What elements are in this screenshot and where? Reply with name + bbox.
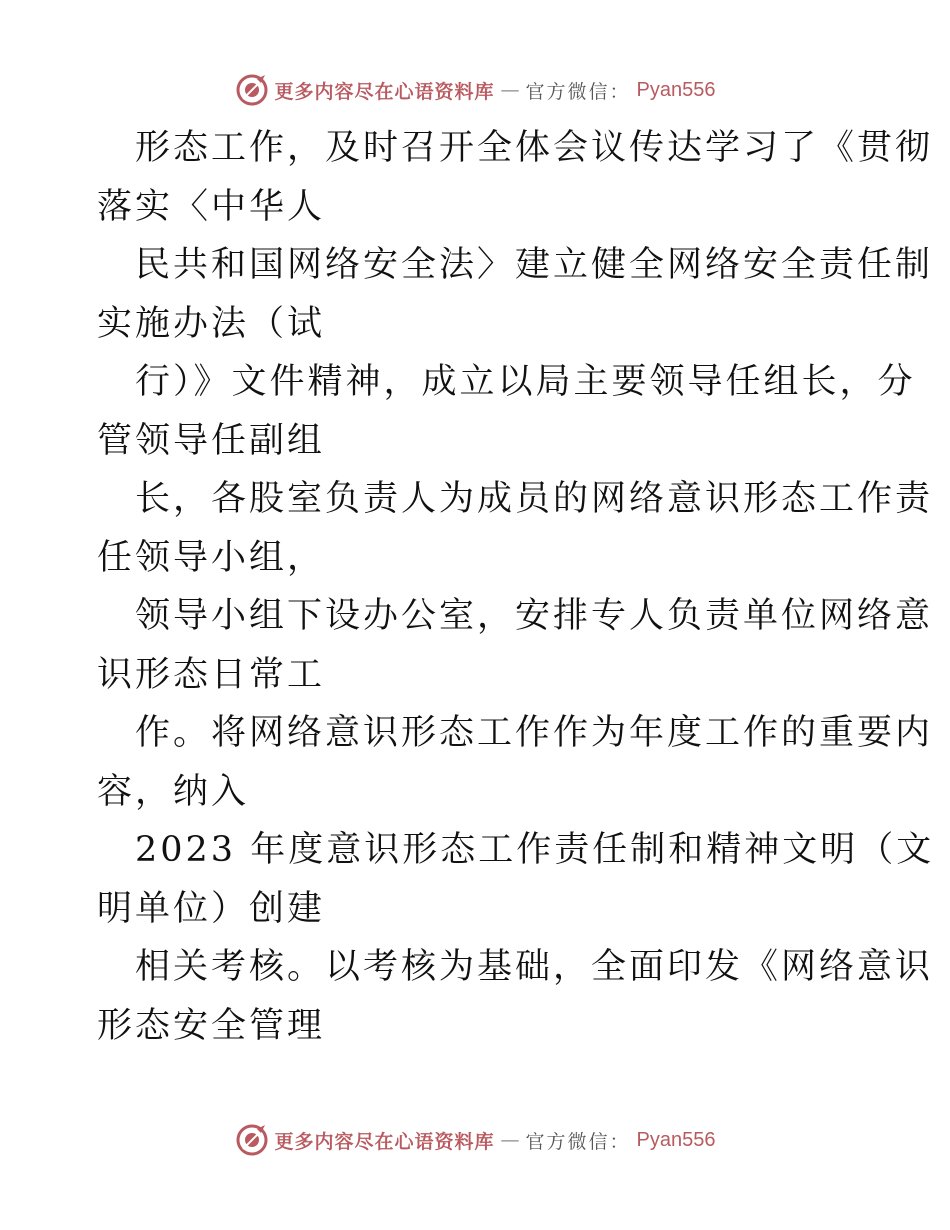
text-line: 落实〈中华人: [97, 186, 326, 227]
text-line: 容，纳入: [97, 771, 250, 812]
footer-wechat-id: Pyan556: [636, 1128, 716, 1151]
quill-logo-icon: [235, 73, 269, 107]
text-line: 2023 年度意识形态工作责任制和精神文明（文: [135, 830, 935, 870]
text-line: 长，各股室负责人为成员的网络意识形态工作责: [135, 479, 934, 519]
header-brand-text: 更多内容尽在心语资料库: [274, 80, 495, 103]
document-body: [97, 119, 935, 1055]
text-line: 形态安全管理: [97, 1005, 326, 1046]
quill-logo-icon: [235, 1123, 269, 1157]
header-banner: [0, 70, 950, 110]
text-line: 任领导小组，: [97, 537, 326, 578]
text-line: 形态工作，及时召开全体会议传达学习了《贯彻: [135, 128, 934, 168]
text-line: 实施办法（试: [97, 303, 326, 344]
text-line: 明单位）创建: [97, 888, 326, 929]
text-line: 识形态日常工: [97, 654, 326, 695]
header-wechat-id: Pyan556: [636, 78, 716, 101]
text-line: 作。将网络意识形态工作作为年度工作的重要内: [135, 713, 934, 753]
text-line: 管领导任副组: [97, 420, 326, 461]
footer-banner: [0, 1120, 950, 1160]
footer-separator: —: [500, 1129, 520, 1151]
text-line: 相关考核。以考核为基础，全面印发《网络意识: [135, 947, 934, 987]
text-line: 领导小组下设办公室，安排专人负责单位网络意: [135, 596, 934, 636]
footer-brand-text: 更多内容尽在心语资料库: [274, 1130, 495, 1153]
header-separator: —: [500, 79, 520, 101]
header-wechat-label: 官方微信：: [525, 80, 631, 103]
text-line: 民共和国网络安全法〉建立健全网络安全责任制: [135, 245, 934, 285]
footer-wechat-label: 官方微信：: [525, 1130, 631, 1153]
text-line: 行）》文件精神，成立以局主要领导任组长，分: [135, 362, 916, 402]
